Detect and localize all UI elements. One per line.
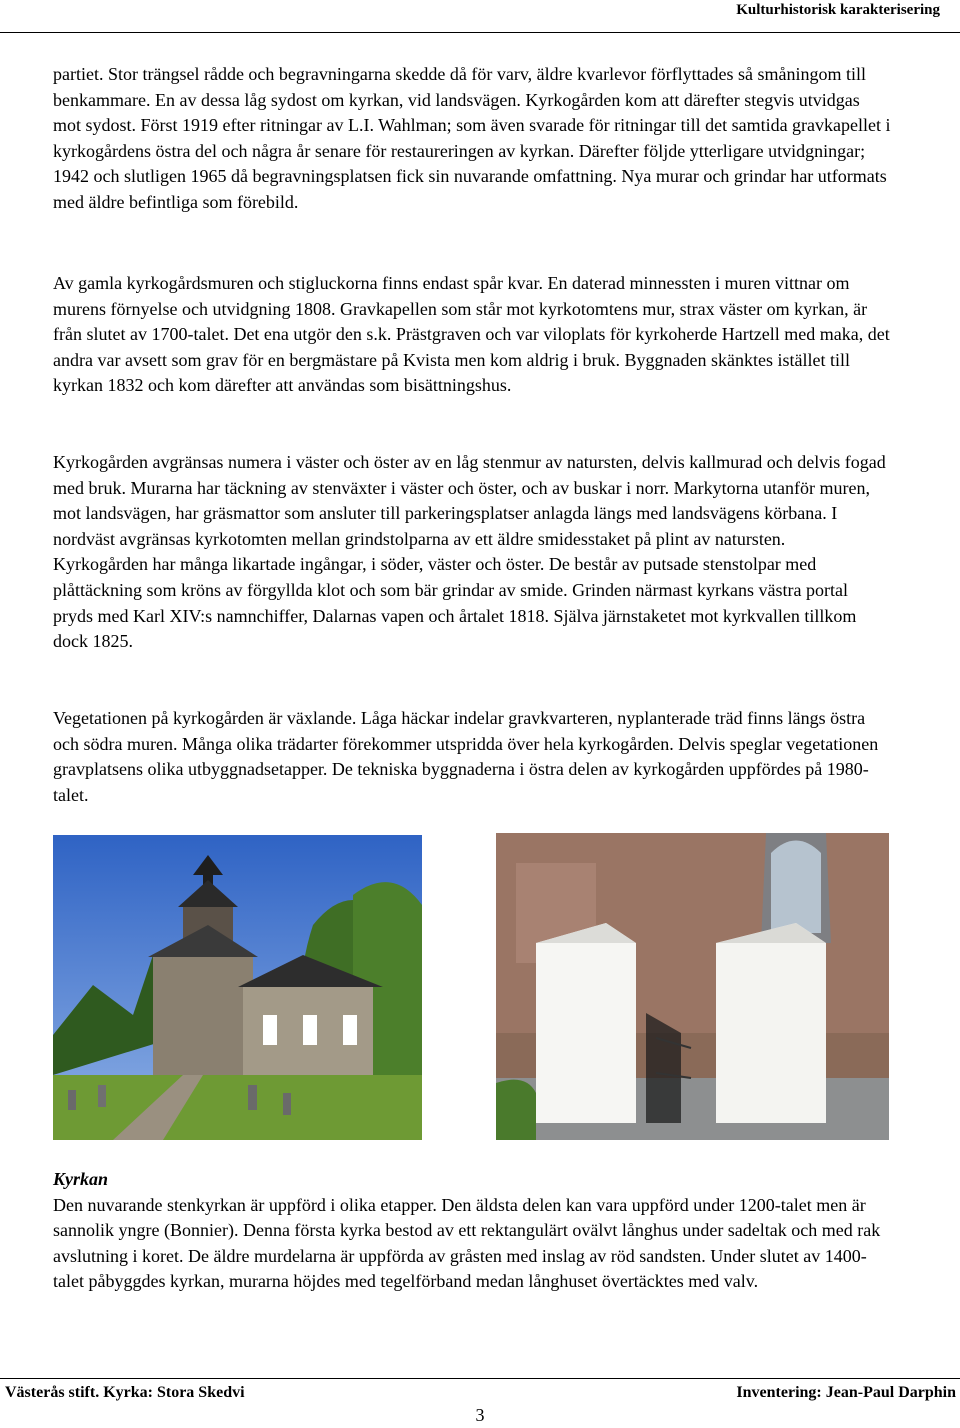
footer-rule <box>0 1378 960 1379</box>
paragraph-kyrkan: Den nuvarande stenkyrkan är uppförd i olika etapper. Den äldsta delen kan vara uppförd under 1200-talet men är sannolik yngre (Bonnier). Denna första kyrka bestod av ett rektangulärt ovälvt långhus under sadeltak och med rak avslutning i koret. De äldre murdelarna är uppförda av gråsten med inslag av röd sandsten. Under slutet av 1400-talet påbyggdes kyrkan, murarna höjdes med tegelförband medan långhuset övertäcktes med valv. <box>53 1194 881 1292</box>
paragraph-block-boundaries <box>53 450 891 655</box>
paragraph-boundaries: Kyrkogården avgränsas numera i väster och öster av en låg stenmur av natursten, delvis kallmurad och delvis fogad med bruk. Murarna har täckning av stenväxter i väster och öster, och av buskar i norr. Markytorna utanför muren, mot landsvägen, har gräsmattor som ansluter till parkeringsplatser anlagda längs med landsvägens körbana. I nordväst avgränsas kyrkotomten mellan grindstolparna av ett äldre smidesstaket på plint av natursten. <box>53 452 886 549</box>
section-heading-kyrkan: Kyrkan <box>53 1169 109 1189</box>
church-gate-photo <box>496 833 889 1140</box>
church-exterior-illustration <box>53 835 422 1140</box>
section-kyrkan <box>53 1167 891 1295</box>
paragraph-entrances: Kyrkogården har många likartade ingångar, i söder, väster och öster. De består av putsade stenstolpar med plåttäckning som kröns av förgyllda klot och som bär grindar av smide. Grinden närmast kyrkans västra portal pryds med Karl XIV:s namnchiffer, Dalarnas vapen och årtalet 1818. Själva järnstaketet mot kyrkvallen tillkom dock 1825. <box>53 554 857 652</box>
running-header: Kulturhistorisk karakterisering <box>736 2 940 18</box>
footer-left: Västerås stift. Kyrka: Stora Skedvi <box>5 1384 245 1401</box>
church-gate-illustration <box>496 833 889 1140</box>
paragraph-vegetation: Vegetationen på kyrkogården är växlande. Låga häckar indelar gravkvarteren, nyplanterade träd finns längs östra och södra muren. Många olika trädarter förekommer utspridda över hela kyrkogården. Delvis speglar vegetationen gravplatsens olika utbyggnadsetapper. De tekniska byggnaderna i östra delen av kyrkogården uppfördes på 1980-talet. <box>53 708 879 805</box>
paragraph-kyrkogard-history: partiet. Stor trängsel rådde och begravningarna skedde då för varv, äldre kvarlevor förflyttades så småningom till benkammare. En av dessa låg sydost om kyrkan, vid landsvägen. Kyrkogården kom att därefter stegvis utvidgas mot sydost. Först 1919 efter ritningar av L.I. Wahlman; som även svarade för ritningar till det samtida gravkapellet i kyrkogårdens östra del och några år senare för restaureringen av kyrkan. Därefter följde ytterligare utvidgningar; 1942 och slutligen 1965 då begravningsplatsen fick sin nuvarande omfattning. Nya murar och grindar har utformats med äldre befintliga som förebild. <box>53 64 891 212</box>
church-exterior-photo <box>53 835 422 1140</box>
page-number: 3 <box>475 1405 485 1425</box>
footer-right: Inventering: Jean-Paul Darphin <box>736 1384 956 1401</box>
paragraph-kyrkogardsmuren: Av gamla kyrkogårdsmuren och stigluckorna finns endast spår kvar. En daterad minnessten i muren vittnar om murens förnyelse och utvidgning 1808. Gravkapellen som står mot kyrkotomtens mur, strax väster om kyrkan, är från slutet av 1700-talet. Det ena utgör den s.k. Prästgraven och var viloplats för kyrkoherde Hartzell med maka, det andra var avsett som grav för en bergmästare på Kvista men kom aldrig i bruk. Byggnaden skänktes istället till kyrkan 1832 och kom därefter att användas som bisättningshus. <box>53 273 890 396</box>
header-rule <box>0 32 960 33</box>
